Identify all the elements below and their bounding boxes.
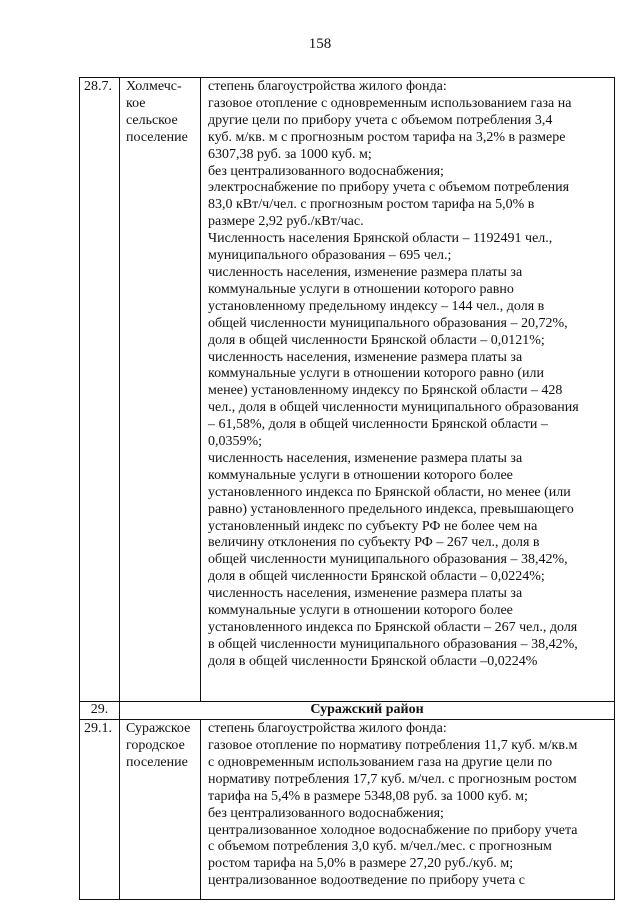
text-line: установленный индекс по субъекту РФ не более чем на	[208, 518, 538, 534]
text-line: с одновременным использованием газа на другие цели по	[208, 754, 553, 770]
text-line: газовое отопление по нормативу потребления 11,7 куб. м/кв.м	[208, 738, 578, 754]
text-line: степень благоустройства жилого фонда:	[208, 721, 447, 737]
text-line: ростом тарифа на 5,0% в размере 27,20 руб./куб. м;	[208, 856, 514, 872]
text-line: установленного индекса по Брянской области, но менее (или	[208, 484, 571, 500]
text-line: численность населения, изменение размера платы за	[208, 349, 523, 365]
row-description	[201, 78, 615, 702]
text-line: степень благоустройства жилого фонда:	[208, 79, 447, 94]
text-line: другие цели по прибору учета с объемом потребления 3,4	[208, 112, 553, 128]
text-line: газовое отопление с одновременным использованием газа на	[208, 95, 572, 111]
text-line: поселение	[126, 754, 188, 770]
text-line: численность населения, изменение размера платы за	[208, 450, 523, 466]
text-line: численность населения, изменение размера платы за	[208, 264, 523, 280]
text-line: поселение	[126, 129, 188, 145]
text-line: величину отклонения по субъекту РФ – 267 чел., доля в	[208, 535, 540, 551]
tariff-table	[79, 77, 615, 900]
text-line: Суражское	[126, 721, 191, 737]
text-line: доля в общей численности Брянской области – 0,0224%;	[208, 569, 545, 585]
text-line: нормативу потребления 17,7 куб. м/чел. с прогнозным ростом	[208, 771, 577, 787]
text-line: доля в общей численности Брянской области – 0,0121%;	[208, 332, 545, 348]
row-number: 29.1.	[80, 720, 120, 900]
text-line: централизованное водоотведение по прибору учета с	[208, 873, 525, 889]
text-line: 83,0 кВт/ч/чел. с прогнозным ростом тарифа на 5,0% в	[208, 197, 535, 213]
text-line: без централизованного водоснабжения;	[208, 805, 444, 821]
text-line: с объемом потребления 3,0 куб. м/чел./мес. с прогнозным	[208, 839, 552, 855]
row-number: 28.7.	[80, 78, 120, 702]
settlement-name	[120, 720, 201, 900]
text-line: Численность населения Брянской области – 1192491 чел.,	[208, 231, 553, 247]
text-line: тарифа на 5,4% в размере 5348,08 руб. за 1000 куб. м;	[208, 788, 528, 804]
text-line: установленного индекса по Брянской области – 267 чел., доля	[208, 620, 578, 635]
text-line: общей численности муниципального образования – 38,42%,	[208, 552, 568, 568]
text-line: куб. м/кв. м с прогнозным ростом тарифа на 3,2% в размере	[208, 129, 566, 145]
text-line: общей численности муниципального образования – 20,72%,	[208, 315, 568, 331]
text-line: централизованное холодное водоснабжение по прибору учета	[208, 822, 578, 838]
text-line: сельское	[126, 112, 178, 128]
text-line: коммунальные услуги в отношении которого более	[208, 603, 513, 619]
page-number: 158	[308, 36, 332, 52]
text-line: кое	[126, 95, 146, 111]
text-line: менее) установленному индексу по Брянской области – 428	[208, 383, 563, 399]
text-line: 6307,38 руб. за 1000 куб. м;	[208, 146, 372, 162]
text-line: – 61,58%, доля в общей численности Брянской области –	[208, 417, 548, 433]
text-line: в общей численности муниципального образования – 38,42%,	[208, 636, 578, 652]
text-line: установленному предельному индексу – 144 чел., доля в	[208, 298, 545, 314]
text-line: электроснабжение по прибору учета с объемом потребления	[208, 180, 570, 196]
text-line: коммунальные услуги в отношении которого равно (или	[208, 366, 544, 382]
table-row	[80, 720, 615, 900]
text-line: без централизованного водоснабжения;	[208, 163, 444, 179]
section-row	[80, 702, 615, 720]
text-line: 0,0359%;	[208, 434, 263, 450]
text-line: городское	[126, 738, 185, 754]
text-line: размере 2,92 руб./кВт/час.	[208, 214, 364, 230]
text-line: коммунальные услуги в отношении которого равно	[208, 281, 514, 297]
text-line: муниципального образования – 695 чел.;	[208, 248, 452, 264]
table-row	[80, 78, 615, 702]
text-line: коммунальные услуги в отношении которого более	[208, 467, 513, 483]
section-title: Суражский район	[120, 702, 615, 720]
settlement-name	[120, 78, 201, 702]
row-description	[201, 720, 615, 900]
text-line: чел., доля в общей численности муниципального образования	[208, 400, 579, 416]
text-line: численность населения, изменение размера платы за	[208, 586, 523, 602]
section-number: 29.	[80, 702, 120, 720]
text-line: Холмечс-	[126, 79, 182, 94]
text-line: доля в общей численности Брянской области –0,0224%	[208, 653, 538, 669]
text-line: равно) установленного предельного индекса, превышающего	[208, 501, 574, 517]
